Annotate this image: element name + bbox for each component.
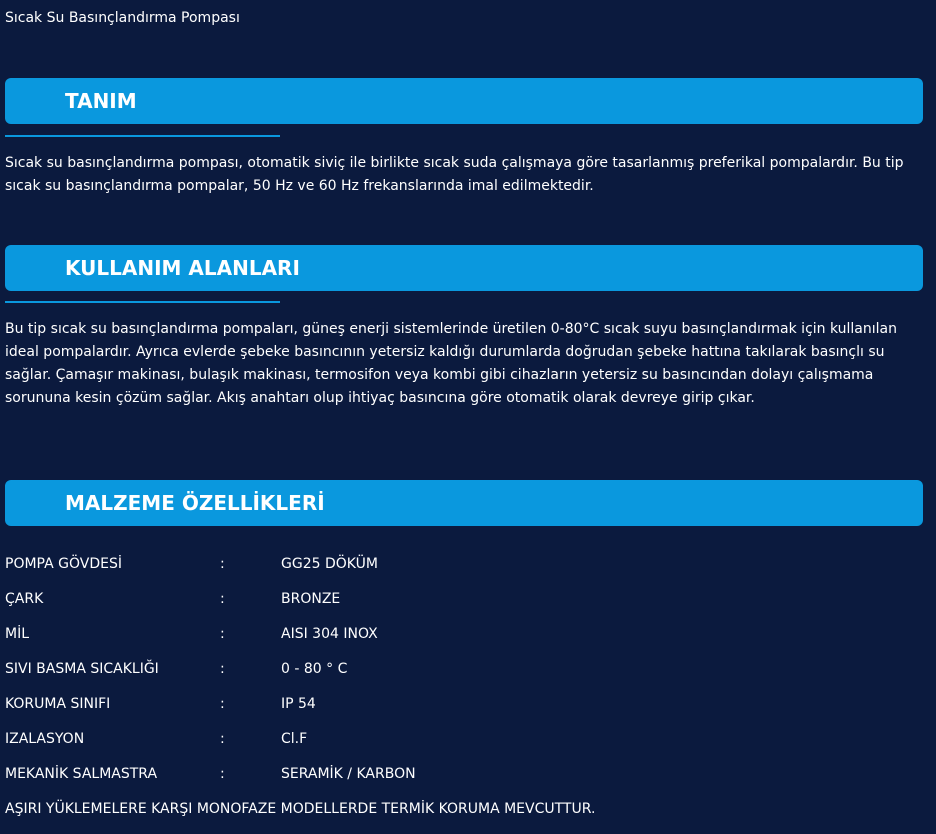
spec-key: KORUMA SINIFI — [5, 696, 111, 712]
spec-value: SERAMİK / KARBON — [281, 766, 416, 782]
spec-value: 0 - 80 ° C — [281, 661, 348, 677]
spec-row-cark — [5, 588, 920, 610]
spec-row-izalasyon — [5, 728, 920, 750]
spec-row-pompa-govdesi — [5, 553, 920, 575]
spec-row-sivi-basma-sicakligi — [5, 658, 920, 680]
spec-value: BRONZE — [281, 591, 341, 607]
section-text-tanim: Sıcak su basınçlandırma pompası, otomatik siviç ile birlikte sıcak suda çalışmaya göre tasarlanmış preferikal pompalardır. Bu tip sıcak su basınçlandırma pompalar, 50 Hz ve 60 Hz frekanslarında imal edilmektedir. — [5, 155, 904, 194]
page-title: Sıcak Su Basınçlandırma Pompası — [5, 10, 240, 26]
section-text-kullanim-alanlari: Bu tip sıcak su basınçlandırma pompaları, güneş enerji sistemlerinde üretilen 0-80°C sıcak suyu basınçlandırmak için kullanılan ideal pompalardır. Ayrıca evlerde şebeke basıncının yetersiz kaldığı durumlarda doğrudan şebeke hattına takılarak basınçlı su sağlar. Çamaşır makinası, bulaşık makinası, termosifon veya kombi gibi cihazların yetersiz su basıncından dolayı çalışmama sorununa kesin çözüm sağlar. Akış anahtarı olup ihtiyaç basıncına göre otomatik olarak devreye girip çıkar. — [5, 321, 897, 406]
spec-separator: : — [220, 661, 225, 677]
spec-value: Cl.F — [281, 731, 308, 747]
spec-row-koruma-sinifi — [5, 693, 920, 715]
section-heading: MALZEME ÖZELLİKLERİ — [65, 491, 325, 515]
spec-row-mekanik-salmastra — [5, 763, 920, 785]
spec-separator: : — [220, 591, 225, 607]
spec-value: AISI 304 INOX — [281, 626, 378, 642]
section-heading: KULLANIM ALANLARI — [65, 256, 300, 280]
footer-note: AŞIRI YÜKLEMELERE KARŞI MONOFAZE MODELLERDE TERMİK KORUMA MEVCUTTUR. — [5, 801, 596, 817]
section-heading: TANIM — [65, 89, 137, 113]
section-header-malzeme-ozellikleri — [5, 480, 923, 526]
spec-separator: : — [220, 556, 225, 572]
spec-value: IP 54 — [281, 696, 316, 712]
spec-separator: : — [220, 731, 225, 747]
section-header-kullanim-alanlari — [5, 245, 923, 291]
section-underline — [5, 135, 280, 137]
section-underline — [5, 301, 280, 303]
spec-key: MEKANİK SALMASTRA — [5, 766, 158, 782]
spec-key: MİL — [5, 626, 30, 642]
spec-key: SIVI BASMA SICAKLIĞI — [5, 661, 159, 677]
spec-separator: : — [220, 626, 225, 642]
spec-separator: : — [220, 766, 225, 782]
spec-key: POMPA GÖVDESİ — [5, 556, 122, 572]
section-header-tanim — [5, 78, 923, 124]
spec-value: GG25 DÖKÜM — [281, 556, 378, 572]
spec-key: ÇARK — [5, 591, 44, 607]
spec-row-mil — [5, 623, 920, 645]
spec-separator: : — [220, 696, 225, 712]
spec-key: IZALASYON — [5, 731, 85, 747]
